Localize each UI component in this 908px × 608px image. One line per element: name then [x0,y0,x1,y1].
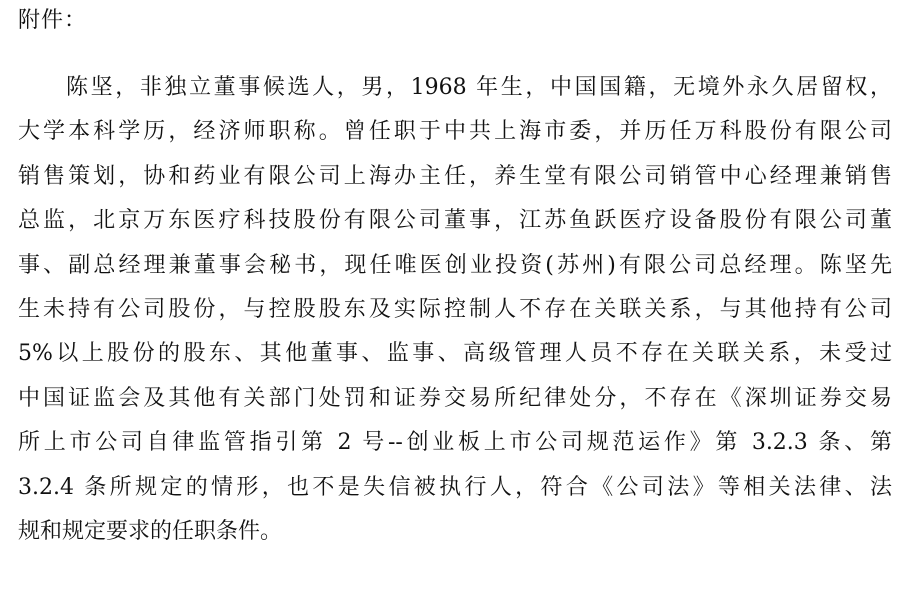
bio-line-10: 3.2.4 条所规定的情形，也不是失信被执行人，符合《公司法》等相关法律、法 [18,474,892,500]
bio-line-3: 销售策划，协和药业有限公司上海办主任，养生堂有限公司销管中心经理兼销售 [18,163,892,189]
bio-line-8: 中国证监会及其他有关部门处罚和证券交易所纪律处分，不存在《深圳证券交易 [18,385,892,411]
attachment-heading: 附件： [18,8,88,33]
bio-line-4: 总监，北京万东医疗科技股份有限公司董事，江苏鱼跃医疗设备股份有限公司董 [18,208,892,234]
bio-line-5: 事、副总经理兼董事会秘书，现任唯医创业投资(苏州)有限公司总经理。陈坚先 [18,252,892,278]
bio-line-11: 规和规定要求的任职条件。 [18,518,283,544]
bio-line-6: 生未持有公司股份，与控股股东及实际控制人不存在关联关系，与其他持有公司 [18,296,892,322]
bio-line-1: 陈坚，非独立董事候选人，男，1968 年生，中国国籍，无境外永久居留权， [66,75,892,100]
bio-line-7: 5%以上股份的股东、其他董事、监事、高级管理人员不存在关联关系，未受过 [18,341,892,367]
candidate-bio-paragraph [18,66,892,554]
bio-line-2: 大学本科学历，经济师职称。曾任职于中共上海市委，并历任万科股份有限公司 [18,119,892,145]
bio-line-9: 所上市公司自律监管指引第 2 号--创业板上市公司规范运作》第 3.2.3 条、第 [18,430,892,456]
